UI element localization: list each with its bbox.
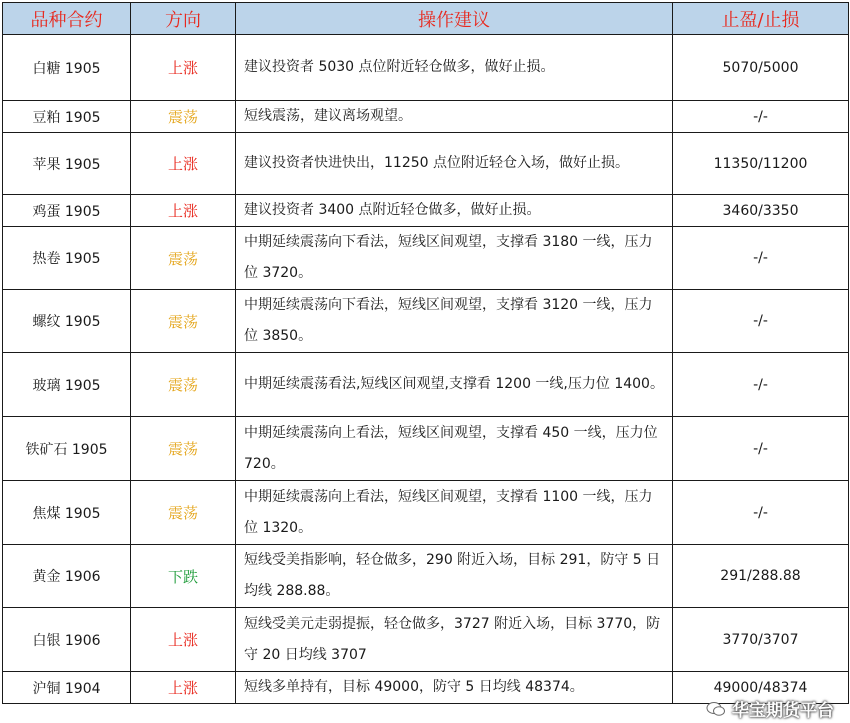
advice-cell: 短线多单持有，目标 49000，防守 5 日均线 48374。 [236,672,673,704]
header-variety: 品种合约 [3,3,131,35]
variety-cell: 焦煤 1905 [3,481,131,545]
table-row [3,35,849,101]
stop-cell: -/- [673,481,849,545]
advice-cell: 建议投资者 5030 点位附近轻仓做多，做好止损。 [236,35,673,101]
table-row [3,290,849,353]
stop-cell: 5070/5000 [673,35,849,101]
header-row [3,3,849,35]
variety-cell: 沪铜 1904 [3,672,131,704]
advice-cell: 中期延续震荡看法,短线区间观望,支撑看 1200 一线,压力位 1400。 [236,353,673,417]
stop-cell: -/- [673,290,849,353]
direction-cell: 震荡 [131,481,236,545]
variety-cell: 苹果 1905 [3,133,131,195]
variety-cell: 白糖 1905 [3,35,131,101]
header-stop: 止盈/止损 [673,3,849,35]
table-row [3,608,849,672]
stop-cell: 11350/11200 [673,133,849,195]
stop-cell: 291/288.88 [673,545,849,608]
advice-cell: 短线受美元走弱提振，轻仓做多，3727 附近入场，目标 3770，防守 20 日均线 3707 [236,608,673,672]
stop-cell: -/- [673,227,849,290]
direction-cell: 上涨 [131,195,236,227]
header-advice: 操作建议 [236,3,673,35]
advice-cell: 建议投资者快进快出，11250 点位附近轻仓入场，做好止损。 [236,133,673,195]
direction-cell: 上涨 [131,133,236,195]
variety-cell: 豆粕 1905 [3,101,131,133]
advice-cell: 中期延续震荡向下看法，短线区间观望，支撑看 3120 一线，压力位 3850。 [236,290,673,353]
stop-cell: 49000/48374 [673,672,849,704]
direction-cell: 震荡 [131,290,236,353]
direction-cell: 下跌 [131,545,236,608]
direction-cell: 震荡 [131,101,236,133]
direction-cell: 上涨 [131,35,236,101]
advice-cell: 短线震荡，建议离场观望。 [236,101,673,133]
table-row [3,417,849,481]
variety-cell: 铁矿石 1905 [3,417,131,481]
wechat-icon [706,699,726,719]
advice-cell: 建议投资者 3400 点附近轻仓做多，做好止损。 [236,195,673,227]
variety-cell: 玻璃 1905 [3,353,131,417]
direction-cell: 震荡 [131,227,236,290]
table-row [3,195,849,227]
table-row [3,545,849,608]
stop-cell: 3460/3350 [673,195,849,227]
direction-cell: 震荡 [131,417,236,481]
table-row [3,133,849,195]
trading-advice-table [2,2,849,704]
variety-cell: 白银 1906 [3,608,131,672]
stop-cell: -/- [673,101,849,133]
variety-cell: 鸡蛋 1905 [3,195,131,227]
watermark-text: 华宝期货平台 [732,701,834,721]
variety-cell: 热卷 1905 [3,227,131,290]
advice-cell: 中期延续震荡向上看法，短线区间观望，支撑看 1100 一线，压力位 1320。 [236,481,673,545]
direction-cell: 上涨 [131,608,236,672]
stop-cell: -/- [673,353,849,417]
advice-cell: 中期延续震荡向下看法，短线区间观望，支撑看 3180 一线，压力位 3720。 [236,227,673,290]
table-row [3,481,849,545]
advice-cell: 短线受美指影响，轻仓做多，290 附近入场，目标 291，防守 5 日均线 288.88。 [236,545,673,608]
stop-cell: 3770/3707 [673,608,849,672]
table-row [3,101,849,133]
table-row [3,227,849,290]
direction-cell: 上涨 [131,672,236,704]
variety-cell: 螺纹 1905 [3,290,131,353]
variety-cell: 黄金 1906 [3,545,131,608]
table-row [3,353,849,417]
watermark [706,696,834,721]
header-direction: 方向 [131,3,236,35]
advice-cell: 中期延续震荡向上看法，短线区间观望，支撑看 450 一线，压力位 720。 [236,417,673,481]
stop-cell: -/- [673,417,849,481]
direction-cell: 震荡 [131,353,236,417]
